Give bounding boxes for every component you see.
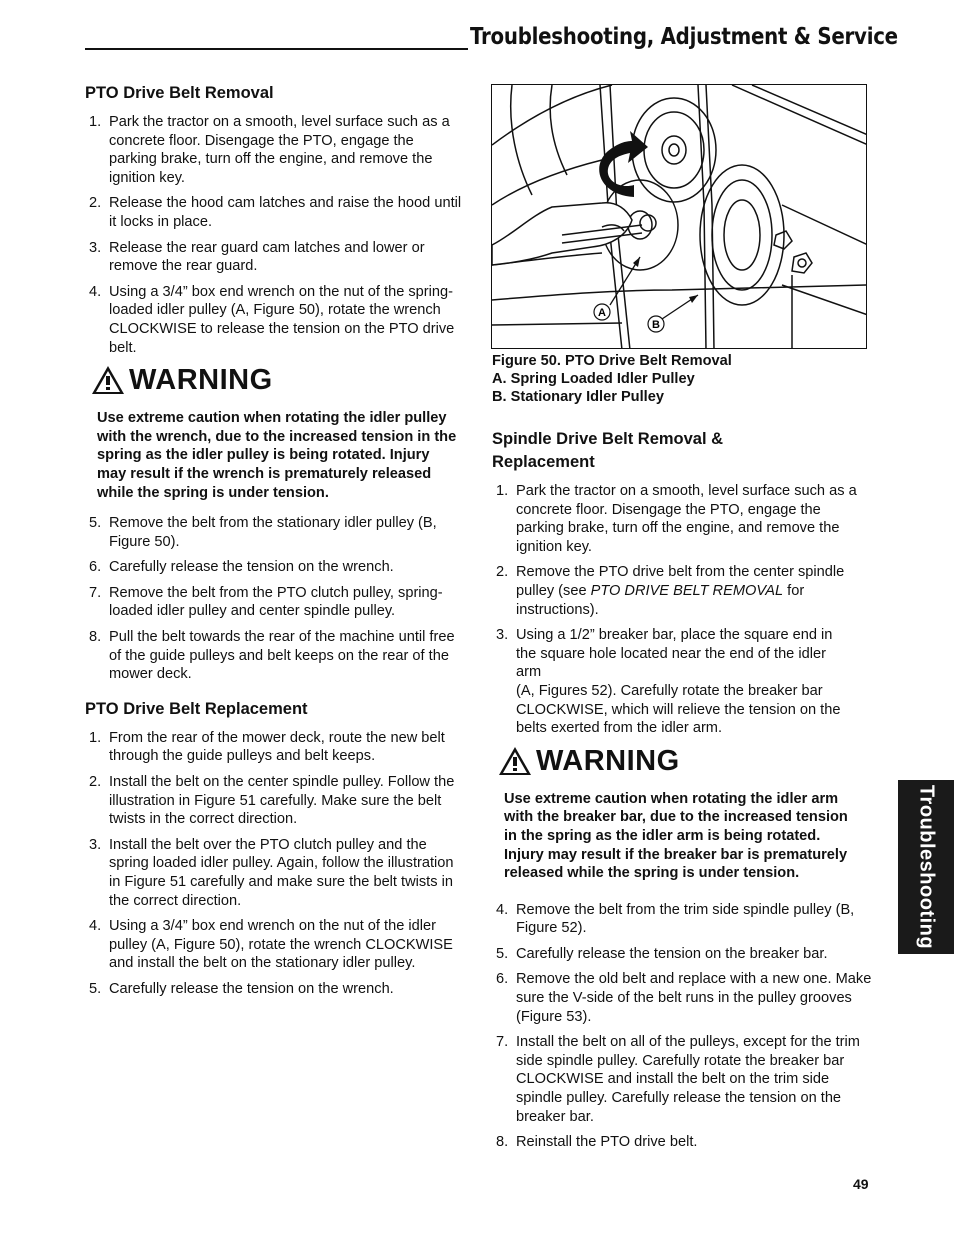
list-item: 2. Release the hood cam latches and raise the hood until it locks in place. — [89, 195, 462, 230]
list-item: 4. Using a 3/4” box end wrench on the nut of the spring-loaded idler pulley (A, Figure 50), rotate the wrench CLOCKWISE to release the tension on the PTO drive belt. — [89, 283, 455, 356]
list-item: 8. Reinstall the PTO drive belt. — [496, 1134, 698, 1151]
warning-text: Use extreme caution when rotating the idler arm with the breaker bar, due to the increased tension in the spring as the idler arm is being rotated. Injury may result if the breaker bar is prematurely released while the spring is under tension. — [504, 790, 848, 882]
warning-label: WARNING — [536, 744, 680, 777]
section-heading-removal: PTO Drive Belt Removal — [85, 84, 274, 102]
figure-50-illustration — [491, 84, 867, 349]
left-column — [85, 82, 465, 1006]
list-item: 6. Carefully release the tension on the wrench. — [89, 559, 394, 576]
spindle-steps-b — [492, 901, 872, 1152]
list-item: 2. Remove the PTO drive belt from the center spindle pulley (see PTO DRIVE BELT REMOVAL for instructions). — [496, 564, 845, 618]
caption-title: Figure 50. PTO Drive Belt Removal — [492, 353, 732, 369]
removal-steps-b — [85, 514, 465, 684]
cross-reference: PTO DRIVE BELT REMOVAL — [590, 582, 784, 599]
list-item: 7. Install the belt on all of the pulleys, except for the trim side spindle pulley. Carefully rotate the breaker bar CLOCKWISE and install the belt on the trim side spindle pulley. Carefully release the tension on the breaker bar. — [496, 1034, 860, 1125]
svg-text:B: B — [652, 319, 660, 331]
warning-text: Use extreme caution when rotating the idler pulley with the wrench, due to the increased tension in the spring as the idler pulley is being rotated. Injury may result if the wrench is prematurely released while the spring is under tension. — [97, 410, 457, 501]
caption-item-b: B. Stationary Idler Pulley — [492, 389, 664, 405]
list-item: 1. Park the tractor on a smooth, level surface such as a concrete floor. Disengage the PTO, engage the parking brake, turn off the engine, and remove the ignition key. — [89, 114, 450, 186]
figure-caption — [492, 352, 872, 406]
list-item: 5. Remove the belt from the stationary idler pulley (B, Figure 50). — [89, 515, 437, 550]
list-item: 3. Release the rear guard cam latches and lower or remove the rear guard. — [89, 239, 425, 275]
warning-label: WARNING — [129, 364, 273, 397]
list-item: 3. Using a 1/2” breaker bar, place the square end in the square hole located near the end of the idler arm (A, Figures 52). Carefully rotate the breaker bar CLOCKWISE, which will relieve the tension on the belts exerted from the idler arm. — [496, 627, 841, 737]
side-tab-label: Troubleshooting — [915, 784, 938, 950]
svg-text:A: A — [598, 307, 606, 319]
list-item: 1. Park the tractor on a smooth, level surface such as a concrete floor. Disengage the PTO, engage the parking brake, turn off the engine, and remove the ignition key. — [496, 483, 857, 555]
header-rule — [85, 48, 468, 50]
pulley-illustration — [492, 85, 867, 349]
right-column — [492, 352, 872, 1159]
page-title: Troubleshooting, Adjustment & Service — [470, 24, 898, 50]
section-heading-spindle: Spindle Drive Belt Removal & Replacement — [492, 430, 724, 471]
page-number: 49 — [853, 1176, 869, 1192]
caption-item-a: A. Spring Loaded Idler Pulley — [492, 371, 695, 387]
removal-steps-a — [85, 113, 465, 357]
warning-triangle-icon — [498, 746, 532, 776]
section-heading-replacement: PTO Drive Belt Replacement — [85, 699, 308, 718]
spindle-steps-a — [492, 482, 872, 738]
warning-triangle-icon — [91, 365, 125, 395]
callout-a — [594, 304, 610, 320]
list-item: 5. Carefully release the tension on the breaker bar. — [496, 945, 828, 962]
list-item: 6. Remove the old belt and replace with a new one. Make sure the V-side of the belt runs in the pulley grooves (Figure 53). — [496, 971, 872, 1025]
section-side-tab[interactable] — [898, 780, 954, 954]
list-item: 3. Install the belt over the PTO clutch pulley and the spring loaded idler pulley. Again, follow the illustration in Figure 51 carefully and make sure the belt twists in the correct direction. — [89, 836, 454, 909]
callout-b — [648, 316, 664, 332]
list-item: 2. Install the belt on the center spindle pulley. Follow the illustration in Figure 51 carefully. Make sure the belt twists in the correct direction. — [89, 774, 455, 828]
replacement-steps — [85, 729, 465, 999]
warning-header — [91, 365, 465, 395]
list-item: 8. Pull the belt towards the rear of the machine until free of the guide pulleys and belt keeps on the rear of the mower deck. — [89, 629, 455, 683]
list-item: 7. Remove the belt from the PTO clutch pulley, spring-loaded idler pulley and center spindle pulley. — [89, 584, 443, 620]
warning-header-2 — [498, 746, 872, 776]
list-item: 4. Using a 3/4” box end wrench on the nut of the idler pulley (A, Figure 50), rotate the wrench CLOCKWISE and install the belt on the stationary idler pulley. — [89, 918, 453, 972]
list-item: 5. Carefully release the tension on the wrench. — [89, 980, 394, 997]
list-item: 4. Remove the belt from the trim side spindle pulley (B, Figure 52). — [496, 901, 855, 937]
list-item: 1. From the rear of the mower deck, route the new belt through the guide pulleys and belt keeps. — [89, 729, 445, 765]
